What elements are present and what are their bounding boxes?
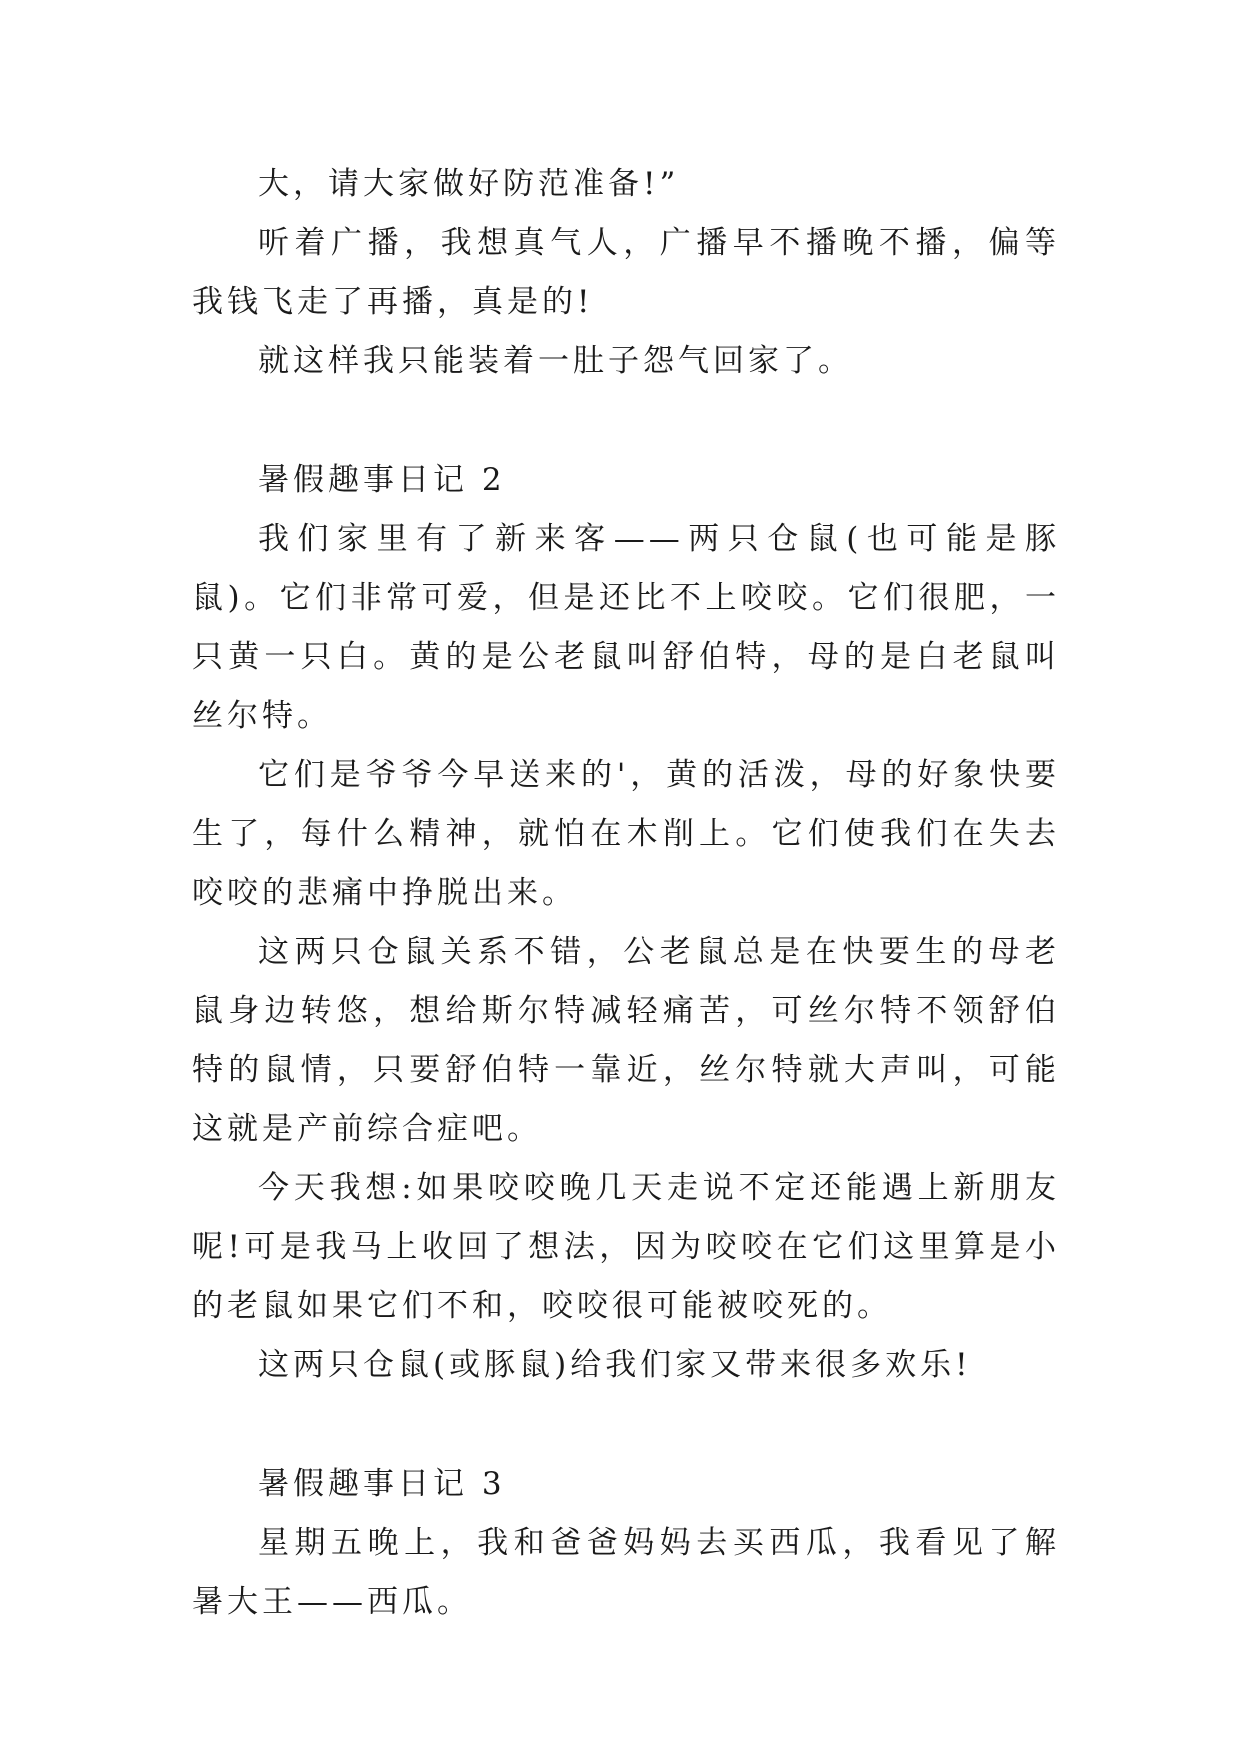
section-title: 暑假趣事日记 2 — [258, 462, 506, 498]
section-spacer — [192, 1395, 1060, 1455]
paragraph: 这两只仓鼠关系不错，公老鼠总是在快要生的母老鼠身边转悠，想给斯尔特减轻痛苦，可丝尔特不领舒伯特的鼠情，只要舒伯特一靠近，丝尔特就大声叫，可能这就是产前综合症吧。 — [192, 934, 1060, 1147]
paragraph: 今天我想:如果咬咬晚几天走说不定还能遇上新朋友呢!可是我马上收回了想法，因为咬咬在它们这里算是小的老鼠如果它们不和，咬咬很可能被咬死的。 — [192, 1170, 1060, 1324]
paragraph: 听着广播，我想真气人，广播早不播晚不播，偏等我钱飞走了再播，真是的! — [192, 225, 1060, 320]
paragraph: 星期五晚上，我和爸爸妈妈去买西瓜，我看见了解暑大王——西瓜。 — [192, 1525, 1060, 1620]
section-title: 暑假趣事日记 3 — [258, 1466, 506, 1502]
paragraph: 大，请大家做好防范准备!” — [258, 166, 680, 202]
paragraph: 就这样我只能装着一肚子怨气回家了。 — [258, 343, 853, 379]
paragraph: 我们家里有了新来客——两只仓鼠(也可能是豚鼠)。它们非常可爱，但是还比不上咬咬。它们很肥，一只黄一只白。黄的是公老鼠叫舒伯特，母的是白老鼠叫丝尔特。 — [192, 521, 1060, 734]
document-page — [192, 155, 1060, 1632]
section-spacer — [192, 391, 1060, 451]
paragraph: 它们是爷爷今早送来的'，黄的活泼，母的好象快要生了，每什么精神，就怕在木削上。它们使我们在失去咬咬的悲痛中挣脱出来。 — [192, 757, 1060, 911]
paragraph: 这两只仓鼠(或豚鼠)给我们家又带来很多欢乐! — [258, 1347, 972, 1383]
